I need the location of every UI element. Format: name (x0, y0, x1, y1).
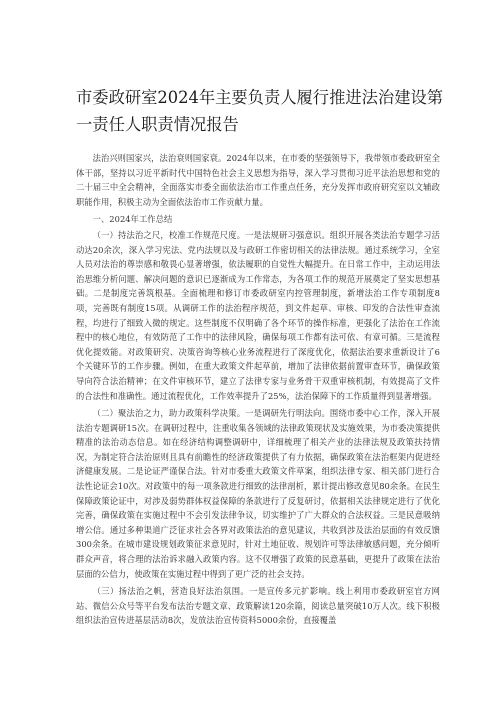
paragraph-3: （三）扬法治之帆，营造良好法治氛围。一是宣传多元扩影响。线上利用市委政研室官方网站、微信公众号等平台发布法治专题文章、政策解读120余篇，阅读总量突破10万人次。线下积极组织法治宣传进基层活动8次，发放法治宣传资料5000余份，直接覆盖 (76, 586, 440, 626)
document-title-line2: 一责任人职责情况报告 (76, 115, 239, 134)
intro-paragraph: 法治兴则国家兴，法治衰则国家衰。2024年以来，在市委的坚强领导下，我带领市委政研室全体干部，坚持以习近平新时代中国特色社会主义思想为指导，深入学习贯彻习近平法治思想和党的二十届三中全会精神，全面落实市委全面依法治市工作重点任务，充分发挥市政府研究室以文辅政职能作用，积极主动为全面依法治市工作贡献力量。 (76, 153, 440, 207)
paragraph-1: （一）持法治之尺，校准工作规范尺度。一是法规研习强意识。组织开展各类法治专题学习活动达20余次，深入学习宪法、党内法规以及与政研工作密切相关的法律法规。通过系统学习，全室人员对法治的尊崇感和敬畏心显著增强，依法履职的自觉性大幅提升。在日常工作中，主动运用法治思维分析问题、解决问题的意识已逐渐成为工作常态，为各项工作的规范开展奠定了坚实思想基础。二是制度完善筑根基。全面梳理和修订市委政研室内控管理制度，新增法治工作专项制度8项，完善既有制度15项。从调研工作的法治程序规范，到文件起草、审核、印发的合法性审查流程，均进行了细致入微的规定。这些制度不仅明确了各个环节的操作标准，更强化了法治在工作流程中的核心地位，有效防范了工作中的法律风险，确保每项工作都有法可依、有章可循。三是流程优化提效能。对政策研究、决策咨询等核心业务流程进行了深度优化，依据法治要求重新设计了6个关键环节的工作步骤。例如，在重大政策文件起草前，增加了法律依据前置审查环节，确保政策导向符合法治精神；在文件审核环节，建立了法律专家与业务骨干双重审核机制，有效提高了文件的合法性和准确性。通过流程优化，工作效率提升了25%，法治保障下的工作质量得到显著增强。 (76, 229, 440, 401)
section-heading: 一、2024年工作总结 (92, 214, 173, 225)
document-title-line1: 市委政研室2024年主要负责人履行推进法治建设第 (76, 88, 444, 107)
paragraph-2: （二）聚法治之力，助力政策科学决策。一是调研先行明法向。围绕市委中心工作，深入开展法治专题调研15次。在调研过程中，注重收集各领域的法律政策现状及实施效果，为市委决策提供精准的法治动态信息。如在经济结构调整调研中，详细梳理了相关产业的法律法规及政策扶持情况，为制定符合法治原则且具有前瞻性的经济政策提供了有力依据，确保政策在法治框架内促进经济健康发展。二是论证严谨保合法。针对市委重大政策文件草案，组织法律专家、相关部门进行合法性论证会10次。对政策中的每一项条款进行细致的法律剖析，累计提出修改意见80余条。在民生保障政策论证中，对涉及弱势群体权益保障的条款进行了反复研讨，依据相关法律规定进行了优化完善，确保政策在实施过程中不会引发法律争议，切实维护了广大群众的合法权益。三是民意吸纳增公信。通过多种渠道广泛征求社会各界对政策法治的意见建议，共收到涉及法治层面的有效反馈300余条。在城市建设规划政策征求意见时，针对土地征收、规划许可等法律敏感问题，充分倾听群众声音，将合理的法治诉求融入政策内容。这不仅增强了政策的民意基础，更提升了政策在法治层面的公信力，使政策在实施过程中得到了更广泛的社会支持。 (76, 408, 440, 579)
